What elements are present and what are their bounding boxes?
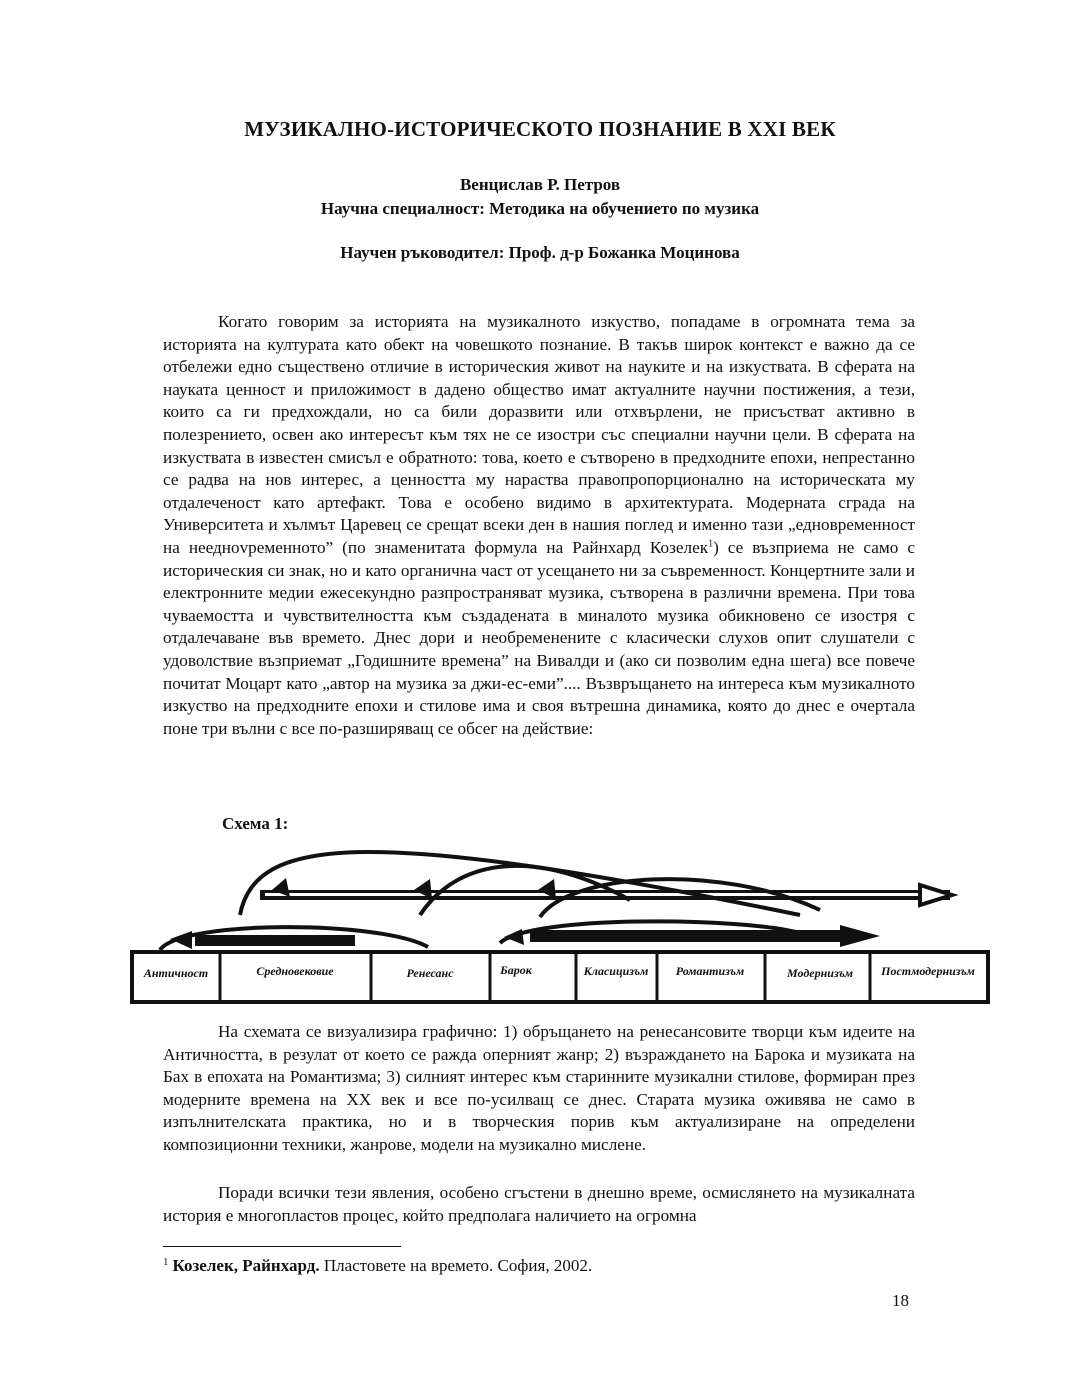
footnote-number: 1 [163,1256,169,1268]
epoch-baroque: Барок [500,963,532,977]
page-number: 18 [892,1291,909,1310]
specialty-line: Научна специалност: Методика на обучението по музика [320,199,760,218]
paragraph-intro [163,311,915,740]
paragraph-intro-part1: Когато говорим за историята на музикалното изкуство, попадаме в огромната тема за историята на културата като обект на човешкото познание. В такъв широк контекст е важно да се отбележи едно съществено отличие в историческия живот на науките и на изкуствата. В сферата на науката ценност и приложимост в дадено общество имат актуалните научни постижения, а тези, които са ги предхождали, но са били доразвити или отхвърлени, не присъстват активно в полезрението, освен ако интересът към тях не се изостри със специални научни цели. В сферата на изкуствата в известен смисъл е обратното: това, което е сътворено в предходните епохи, непрестанно се радва на нов интерес, а ценността му нараства правопропорционално на историческата му отдалеченост като артефакт. Това е особено видимо в архитектурата. Модерната сграда на Университета и хълмът Царевец се срещат всеки ден в нашия поглед и именно тази „едновременност на нееднovременното” (по знаменитата формула на Райнхард Козелек [163,312,915,557]
epoch-postmodernism: Постмодернизъм [881,964,975,978]
paragraph-conclusion: Поради всички тези явления, особено сгъстени в днешно време, осмислянето на музикалната история е многопластов процес, който предполага наличието на огромна [163,1183,915,1225]
footnote [163,1256,592,1276]
renaissance-to-antiquity-arrow [160,927,428,950]
epoch-middle-ages: Средновековие [256,964,334,978]
scheme-label: Схема 1: [222,814,289,833]
paragraph-scheme-explanation: На схемата се визуализира графично: 1) обръщането на ренесансовите творци към идеите на Античността, в резулат от което се ражда оперният жанр; 2) възраждането на Барока и музиката на Бах в епохата на Романтизма; 3) силният интерес към старинните музикални стилове, формиран през модерните времена на XX век и все по-усилващ се днес. Старата музика оживява не само в изпълнителската практика, но и в творческия порив към актуализиране на определени композиционни техники, жанрове, модели на музикално мислене. [163,1022,915,1154]
paragraph-intro-part2: ) се възприема не само с историческия си знак, но и като органична част от усещането ни за съвременност. Концертните зали и електронните медии ежесекундно разпространяват музика, сътворена в различни времена. При това чуваемостта и чувствителността към създадената в миналото музика обикновено се изостря с отдалечаване във времето. Днес дори и необременените с класически слухов опит слушатели с удоволствие възприемат „Годишните времена” на Вивалди и (ако си позволим една шега) все повече почитат Моцарт като „автор на музика за джи-ес-еми”.... Възвръщането на интереса към музикалното изкуство на предходните епохи и стилове има и своя вътрешна динамика, която до днес е очертала поне три вълни с все по-разширяващ се обсег на действие: [163,537,915,738]
footnote-author: Козелек, Райнхард. [172,1256,320,1275]
epoch-antiquity: Античност [143,966,209,980]
footnote-text: Пластовете на времето. София, 2002. [319,1256,593,1275]
epoch-romanticism: Романтизъм [675,964,745,978]
footnote-separator [163,1246,401,1247]
epoch-classicism: Класицизъм [583,964,649,978]
author-name: Венцислав Р. Петров [459,175,621,194]
supervisor-line: Научен ръководител: Проф. д-р Божанка Моцинова [340,243,740,262]
footnote-reference: 1 [708,538,714,550]
epoch-renaissance: Ренесанс [406,966,454,980]
epoch-modernism: Модернизъм [786,966,854,980]
baroque-revival-arrow [500,921,880,947]
scheme-diagram [120,835,1000,1015]
paper-title: МУЗИКАЛНО-ИСТОРИЧЕСКОТО ПОЗНАНИЕ В XXI ВЕК [244,117,836,141]
